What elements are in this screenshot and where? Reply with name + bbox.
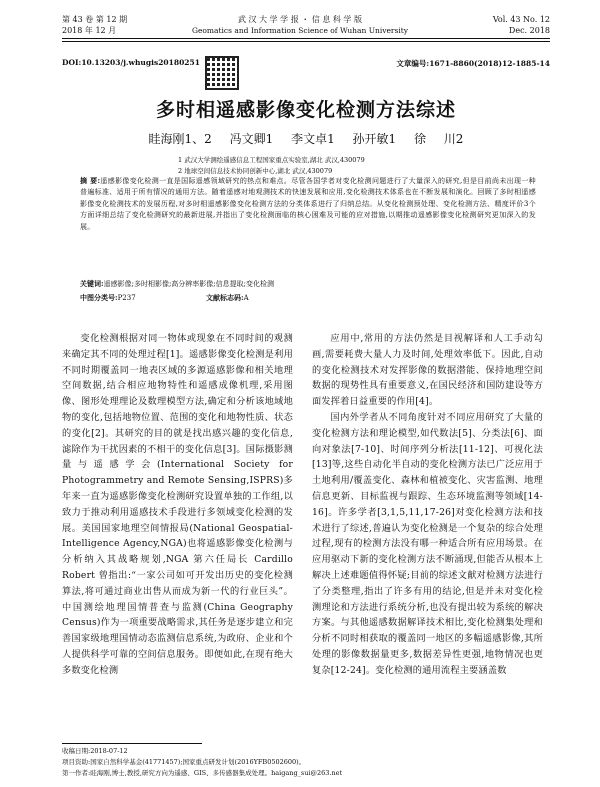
document-code-value: A (243, 294, 249, 302)
date-cn: 2018 年 12 月 (62, 26, 117, 35)
journal-title-en: Geomatics and Information Science of Wuhan University (191, 26, 409, 35)
clc-number (80, 292, 136, 304)
keywords-text: 遥感影像;多时相影像;高分辨率影像;信息提取;变化检测 (103, 280, 275, 288)
volume-cn: 第 43 卷 第 12 期 (62, 15, 128, 24)
document-code (206, 292, 249, 304)
header-rule-thin (62, 41, 550, 42)
body-paragraph: 变化检测根据对同一物体或现象在不同时间的观测来确定其不同的处理过程[1]。遥感影像变化检测是利用不同时期覆盖同一地表区域的多源遥感影像和相关地理空间数据,结合相应地物特性和遥感成像机理,采用图像、图形处理理论及数理模型方法,确定和分析该地域地物的变化,包括地物位置、范围的变化和地物性质、状态的变化[2]。其研究的目的就是找出感兴趣的变化信息,滤除作为干扰因素的不相干的变化信息[3]。国际摄影测量与遥感学会(International Society for Photogrammetry and Remote Sensing,ISPRS)多年来一直为遥感影像变化检测研究设置单独的工作组,以致力于推动利用遥感技术手段进行多领域变化检测的发展。美国国家地理空间情报局(National Geospatial-Intelligence Agency,NGA)也将遥感影像变化检测与分析纳入其战略规划,NGA 第六任局长 Cardillo Robert 曾指出:“一家公司如可开发出历史的变化检测算法,将可通过商业出售从而成为新一代的行业巨头”。中国测绘地理国情普查与监测(China Geography Census)作为一项重要战略需求,其任务是逐步建立和完善国家级地理国情动态监测信息系统,为政府、企业和个人提供科学可靠的空间信息服务。即便如此,在现有绝大多数变化检测 (62, 333, 293, 676)
author-list: 眭海刚1、2 冯文卿1 李文卓1 孙开敏1 徐 川2 (148, 132, 464, 146)
clc-label: 中图分类号: (80, 293, 118, 302)
journal-title-cn: 武 汉 大 学 学 报 ・ 信 息 科 学 版 (238, 15, 362, 24)
footnote-author: 第一作者:眭海刚,博士,教授,研究方向为遥感、GIS、多传感器集成处理。haigang_sui@263.net (62, 769, 343, 777)
body-column-right (312, 331, 543, 679)
keywords (80, 278, 274, 290)
body-paragraph: 国内外学者从不同角度针对不同应用研究了大量的变化检测方法和理论模型,如代数法[5]、分类法[6]、面向对象法[7-10]、时间序列分析法[11-12]、可视化法[13]等,这些自动化半自动的变化检测方法已广泛应用于土地利用/覆盖变化、森林和植被变化、灾害监测、地理信息更新、目标监视与跟踪、生态环境监测等领域[14-16]。许多学者[3,1,5,11,17-26]对变化检测方法和技术进行了综述,普遍认为变化检测是一个复杂的综合处理过程,现有的检测方法没有哪一种适合所有应用场景。在应用驱动下新的变化检测方法不断涌现,但能否从根本上解决上述难题值得怀疑;目前的综述文献对检测方法进行了分类整理,指出了许多有用的结论,但是并未对变化检测理论和方法进行系统分析,也没有提出较为系统的解决方案。与其他遥感数据解译技术相比,变化检测集处理和分析不同时相获取的覆盖同一地区的多幅遥感影像,其所处理的影像数据量更多,数据差异性更强,地物情况也更复杂[12-24]。变化检测的通用流程主要涵盖数 (312, 411, 543, 676)
footnote-funding: 项目资助:国家自然科学基金(41771457);国家重点研发计划(2016YFB0502600)。 (62, 758, 306, 766)
keywords-label: 关键词: (80, 279, 104, 288)
footnote-received: 收稿日期:2018-07-12 (62, 747, 128, 755)
page-title: 多时相遥感影像变化检测方法综述 (155, 99, 456, 121)
body-paragraph: 应用中,常用的方法仍然是目视解译和人工手动勾画,需要耗费大量人力及时间,处理效率低下。因此,自动的变化检测技术对发挥影像的数据潜能、保持地理空间数据的现势性具有重要意义,在国民经济和国防建设等方面发挥着日益重要的作用[4]。 (312, 333, 543, 408)
body-column-left (62, 331, 293, 679)
date-en: Dec. 2018 (508, 26, 550, 35)
article-number: 文章编号:1671-8860(2018)12-1885-14 (396, 59, 550, 68)
header-rule (62, 38, 550, 39)
document-code-label: 文献标志码: (206, 293, 244, 302)
clc-value: P237 (117, 294, 136, 302)
affiliation-1: 1 武汉大学测绘遥感信息工程国家重点实验室,湖北 武汉,430079 (178, 156, 365, 164)
abstract (80, 175, 536, 233)
abstract-text: 遥感影像变化检测一直是国际遥感领域研究的热点和难点。尽管各国学者对变化检测问题进行了大量深入的研究,但是目前尚未出现一种普遍标准、适用于所有情况的通用方法。随着遥感对地观测技术的快速发展和应用,变化检测技术体系也在不断发展和演化。回顾了多时相遥感影像变化检测技术的发展历程,对多时相遥感影像变化检测方法的分类体系进行了归纳总结。从变化检测预处理、变化检测方法、精度评价3个方面详细总结了变化检测研究的最新进展,并指出了变化检测面临的核心困难及可能的应对措施,以期推动遥感影像变化检测研究更加深入的发展。 (80, 177, 536, 231)
footnote-rule (62, 743, 202, 744)
volume-en: Vol. 43 No. 12 (492, 15, 550, 24)
abstract-label: 摘 要: (80, 176, 101, 185)
qr-code (205, 56, 239, 90)
doi[interactable]: DOI:10.13203/j.whugis20180251 (62, 58, 200, 67)
affiliation-2: 2 地球空间信息技术协同创新中心,湖北 武汉,430079 (178, 167, 333, 175)
